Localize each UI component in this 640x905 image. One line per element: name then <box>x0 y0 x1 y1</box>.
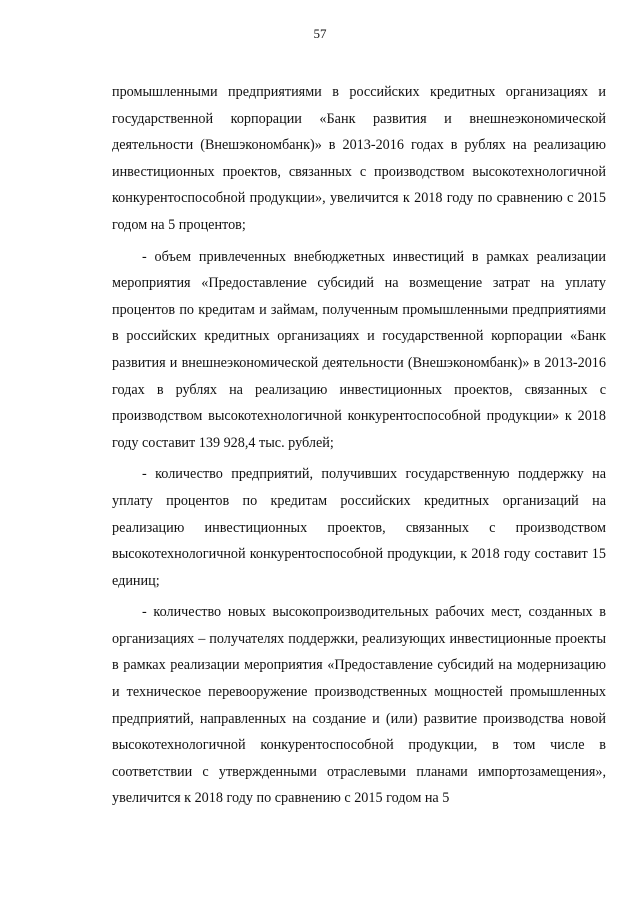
page-number: 57 <box>313 26 327 41</box>
paragraph-2: - объем привлеченных внебюджетных инвестиций в рамках реализации мероприятия «Предоставление субсидий на возмещение затрат на уплату процентов по кредитам и займам, полученным промышленными предприятиями в российских кредитных организациях и государственной корпорации «Банк развития и внешнеэкономической деятельности (Внешэкономбанк)» в 2013-2016 годах в рублях на реализацию инвестиционных проектов, связанных с производством высокотехнологичной конкурентоспособной продукции» к 2018 году составит 139 928,4 тыс. рублей; <box>112 248 606 451</box>
paragraph-4: - количество новых высокопроизводительных рабочих мест, созданных в организациях – получателях поддержки, реализующих инвестиционные проекты в рамках реализации мероприятия «Предоставление субсидий на модернизацию и техническое перевооружение производственных мощностей промышленных предприятий, направленных на создание и (или) развитие производства новой высокотехнологичной конкурентоспособной продукции, в том числе в соответствии с утвержденными отраслевыми планами импортозамещения», увеличится к 2018 году по сравнению с 2015 годом на 5 <box>112 604 606 807</box>
paragraph-1: промышленными предприятиями в российских кредитных организациях и государственной корпорации «Банк развития и внешнеэкономической деятельности (Внешэкономбанк)» в 2013-2016 годах в рублях на реализацию инвестиционных проектов, связанных с производством высокотехнологичной конкурентоспособной продукции», увеличится к 2018 году по сравнению с 2015 годом на 5 процентов; <box>112 84 606 233</box>
paragraph-3: - количество предприятий, получивших государственную поддержку на уплату процентов по кредитам российских кредитных организаций на реализацию инвестиционных проектов, связанных с производством высокотехнологичной конкурентоспособной продукции, к 2018 году составит 15 единиц; <box>112 466 606 589</box>
document-body <box>112 79 606 812</box>
